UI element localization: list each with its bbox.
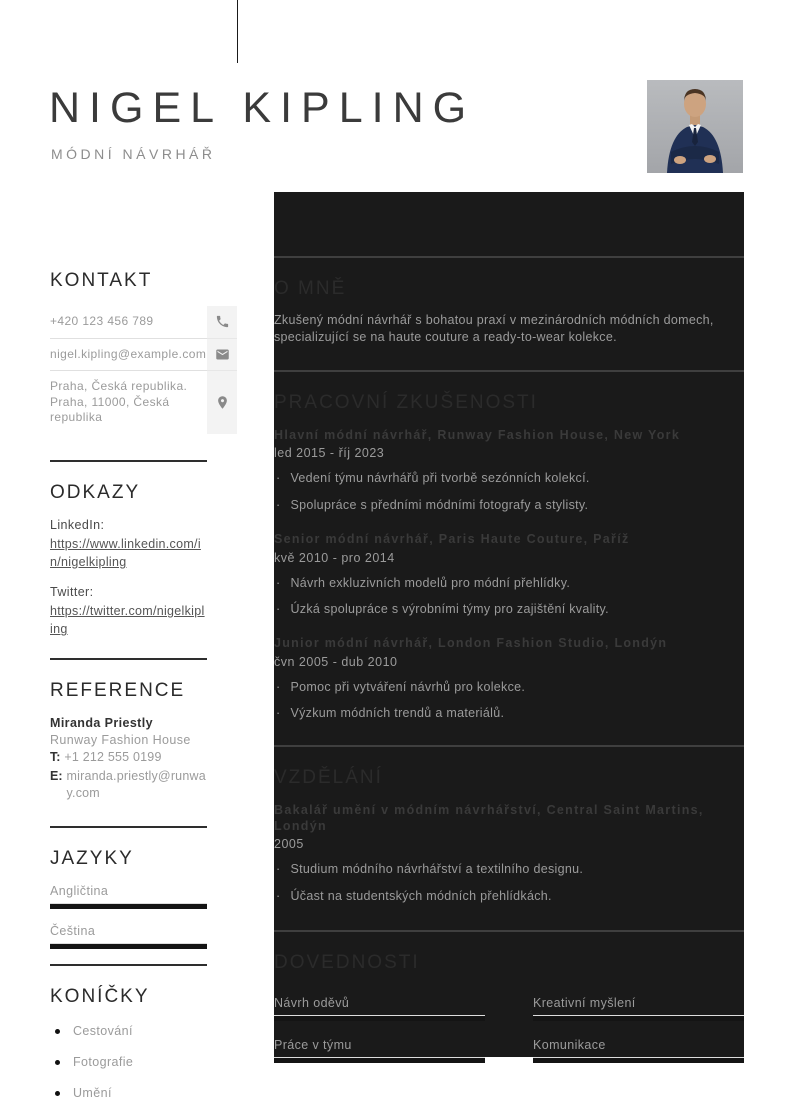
reference-email-label: E: xyxy=(50,769,63,784)
section-rule xyxy=(274,370,744,372)
skill-name: Komunikace xyxy=(533,1038,744,1058)
education-bullet xyxy=(274,861,744,877)
contact-heading: KONTAKT xyxy=(50,270,153,291)
twitter-link-group xyxy=(50,585,207,638)
job-bullet xyxy=(274,705,744,721)
degree-title: Bakalář umění v módním návrhářství, Central Saint Martins, Londýn xyxy=(274,803,704,833)
contact-phone-row xyxy=(50,306,237,339)
hobby-item xyxy=(50,1086,237,1100)
job-bullet-text: Pomoc při vytváření návrhů pro kolekce. xyxy=(290,679,526,694)
reference-heading: REFERENCE xyxy=(50,680,186,702)
reference-email-line xyxy=(50,768,207,802)
hobby-label: Fotografie xyxy=(73,1055,134,1070)
about-heading: O MNĚ xyxy=(274,278,347,299)
section-rule xyxy=(274,256,744,258)
bullet-dot: · xyxy=(276,679,281,694)
sidebar-separator xyxy=(50,964,207,966)
job-bullet xyxy=(274,679,744,695)
language-name: Angličtina xyxy=(50,884,207,904)
job-title: Senior módní návrhář, Paris Haute Couture, Paříž xyxy=(274,531,630,546)
bullet-dot: · xyxy=(276,471,281,486)
hobby-label: Umění xyxy=(73,1086,112,1101)
language-level-bar xyxy=(50,904,207,909)
reference-block xyxy=(50,716,207,802)
job-title: Junior módní návrhář, London Fashion Studio, Londýn xyxy=(274,636,668,650)
skill-item xyxy=(274,1038,485,1063)
degree-dates: 2005 xyxy=(274,837,304,852)
skill-level-bar xyxy=(274,1016,485,1021)
bullet-dot: · xyxy=(276,888,281,903)
skill-name: Práce v týmu xyxy=(274,1038,485,1058)
profile-photo xyxy=(647,80,743,173)
skill-name: Návrh oděvů xyxy=(274,996,485,1016)
sidebar-separator xyxy=(50,826,207,828)
hobbies-list xyxy=(50,1024,237,1100)
job-bullet-text: Vedení týmu návrhářů při tvorbě sezónních kolekcí. xyxy=(290,471,590,486)
education-entry xyxy=(274,803,744,904)
reference-phone-label: T: xyxy=(50,750,61,765)
bullet-dot: · xyxy=(276,705,281,720)
reference-email: miranda.priestly@runway.com xyxy=(66,769,206,801)
language-name: Čeština xyxy=(50,924,207,944)
bullet-dot: · xyxy=(276,497,281,512)
reference-company: Runway Fashion House xyxy=(50,733,191,748)
linkedin-link-group xyxy=(50,518,207,571)
sidebar-separator xyxy=(50,460,207,462)
job-bullet-text: Návrh exkluzivních modelů pro módní přehlídky. xyxy=(290,575,571,590)
section-rule xyxy=(274,930,744,932)
job-bullet xyxy=(274,575,744,591)
contact-address-row xyxy=(50,371,237,434)
hobby-item xyxy=(50,1024,237,1038)
main-column xyxy=(274,256,744,1078)
education-bullet-text: Studium módního návrhářství a textilního designu. xyxy=(290,862,584,877)
contact-address: Praha, Česká republika. Praha, 11000, Česká republika xyxy=(50,379,188,425)
skill-level-bar xyxy=(274,1058,485,1063)
location-icon xyxy=(207,371,237,434)
hobby-label: Cestování xyxy=(73,1024,133,1039)
hobby-item xyxy=(50,1055,237,1069)
skill-item xyxy=(533,1038,744,1063)
section-rule xyxy=(274,745,744,747)
experience-entry xyxy=(274,428,744,513)
job-bullet-text: Výzkum módních trendů a materiálů. xyxy=(290,705,505,720)
experience-entry xyxy=(274,636,744,721)
bullet-dot: · xyxy=(276,862,281,877)
skill-level-bar xyxy=(533,1016,744,1021)
twitter-label: Twitter: xyxy=(50,585,94,600)
job-dates: čvn 2005 - dub 2010 xyxy=(274,654,398,669)
twitter-link[interactable]: https://twitter.com/nigelkipling xyxy=(50,604,205,637)
language-item xyxy=(50,924,207,949)
sidebar xyxy=(50,270,237,1117)
bullet-dot xyxy=(55,1060,60,1065)
education-bullet xyxy=(274,888,744,904)
contact-email: nigel.kipling@example.com xyxy=(50,339,207,372)
phone-icon xyxy=(207,306,237,339)
job-dates: led 2015 - říj 2023 xyxy=(274,446,385,461)
about-text: Zkušený módní návrhář s bohatou praxí v mezinárodních módních domech, specializující se na haute couture a ready-to-wear kolekce. xyxy=(274,313,714,344)
contact-email-row xyxy=(50,339,237,372)
job-dates: kvě 2010 - pro 2014 xyxy=(274,550,395,565)
person-name: NIGEL KIPLING xyxy=(49,84,476,132)
sidebar-separator xyxy=(50,658,207,660)
mail-icon xyxy=(207,339,237,372)
linkedin-label: LinkedIn: xyxy=(50,517,105,532)
job-bullet-text: Úzká spolupráce s výrobními týmy pro zajištění kvality. xyxy=(290,601,609,616)
skills-grid xyxy=(274,996,744,1078)
language-level-bar xyxy=(50,944,207,949)
skill-item xyxy=(274,996,485,1021)
job-bullet xyxy=(274,497,744,513)
bullet-dot: · xyxy=(276,601,281,616)
skill-name: Kreativní myšlení xyxy=(533,996,744,1016)
contact-phone: +420 123 456 789 xyxy=(50,306,207,339)
job-bullet-text: Spolupráce s předními módními fotografy a stylisty. xyxy=(290,497,589,512)
links-list xyxy=(50,518,207,639)
bullet-dot: · xyxy=(276,575,281,590)
education-heading: VZDĚLÁNÍ xyxy=(274,767,383,789)
skill-level-bar xyxy=(533,1058,744,1063)
experience-entry xyxy=(274,532,744,617)
contact-list xyxy=(50,306,237,434)
bullet-dot xyxy=(55,1029,60,1034)
languages-heading: JAZYKY xyxy=(50,848,134,870)
hobbies-heading: KONÍČKY xyxy=(50,986,150,1008)
job-title: Hlavní módní návrhář, Runway Fashion House, New York xyxy=(274,427,681,442)
reference-phone-line xyxy=(50,749,207,766)
reference-name: Miranda Priestly xyxy=(50,716,153,731)
reference-phone: +1 212 555 0199 xyxy=(64,750,162,765)
experience-heading: PRACOVNÍ ZKUŠENOSTI xyxy=(274,391,538,413)
skills-heading: DOVEDNOSTI xyxy=(274,951,420,973)
person-job-title: MÓDNÍ NÁVRHÁŘ xyxy=(51,146,216,162)
linkedin-link[interactable]: https://www.linkedin.com/in/nigelkipling xyxy=(50,536,201,570)
job-bullet xyxy=(274,601,744,617)
bullet-dot xyxy=(55,1091,60,1096)
languages-list xyxy=(50,884,207,949)
skill-item xyxy=(533,996,744,1021)
job-bullet xyxy=(274,470,744,486)
links-heading: ODKAZY xyxy=(50,481,141,503)
education-bullet-text: Účast na studentských módních přehlídkách. xyxy=(290,888,552,903)
language-item xyxy=(50,884,207,909)
header-divider-line xyxy=(237,0,238,63)
